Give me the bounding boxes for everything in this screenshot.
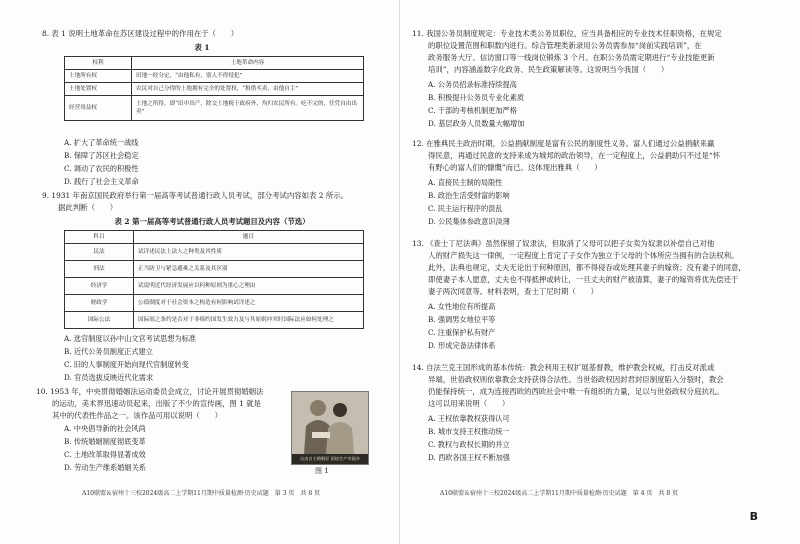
poster-illustration <box>292 392 368 454</box>
q14-option-d[interactable]: D. 西欧各国王权不断加强 <box>428 453 510 462</box>
q13-line3: 此外，法典也规定，丈夫无论出于何种原因，都不得侵吞或处理其妻子的嫁资；没有妻子的同意， <box>428 263 746 272</box>
q12-option-c[interactable]: C. 民主运行程序的混乱 <box>428 204 503 213</box>
q8-r0-c0: 土地所有权 <box>65 70 132 83</box>
q11-line2: 的职位设置范围和职数内进行。综合管理类新录用公务员需参加“岗前实践培训”，在 <box>428 41 702 50</box>
q9-table <box>64 230 364 329</box>
q12-option-a[interactable]: A. 直接民主制的局限性 <box>428 178 503 187</box>
q9-option-d[interactable]: D. 官员选拔反映近代化需求 <box>64 373 154 382</box>
q11-option-a[interactable]: A. 公务员招录标准持续提高 <box>428 80 517 89</box>
q10-option-d[interactable]: D. 劳动生产维系婚姻关系 <box>64 463 146 472</box>
q9-option-c[interactable]: C. 旧的人事制度开始向现代官制度转变 <box>64 360 189 369</box>
q9-r4-c0: 国际公法 <box>65 312 134 329</box>
q8-option-b[interactable]: B. 保障了苏区社会稳定 <box>64 151 139 160</box>
q13-line4: 即使妻子本人愿意，丈夫也不得抵押或转让，一旦丈夫的财产被清算，妻子的嫁资将优先偿还于 <box>428 275 739 284</box>
q14-line2: 异端，世俗政权则依靠教会支持获得合法性。当世俗政权因封君封臣制度陷入分裂时，教会 <box>428 375 724 384</box>
q8-r2-c0: 经营用益权 <box>65 96 132 121</box>
right-footer: A10联盟＆宿州十三校2024级高二上学期11月期中质量检测·历史试题 第 4 页 共 8 页 <box>440 490 679 497</box>
q8-table-title: 表 1 <box>194 43 210 52</box>
q11-option-d[interactable]: D. 基层政务人员数量大幅增加 <box>428 119 525 128</box>
q10-option-b[interactable]: B. 传统婚姻制度彻底变革 <box>64 437 146 446</box>
q14-line1: 14. 自法兰克王国形成的基本传统：教会利用王权扩展基督教，维护教会权威，打击反对派或 <box>412 363 715 372</box>
q13-option-c[interactable]: C. 注重保护私有财产 <box>428 328 496 337</box>
q9-r3-c1: 公债制度对于社会资本之构造有何影响试详述之 <box>134 295 364 312</box>
page-mark: B <box>749 510 758 523</box>
q12-line2: 得民意，再通过民意的支持来成为城邦的政治领导，在一定程度上，公益捐助只不过是“怀 <box>428 151 721 160</box>
q13-line1: 13. 《查士丁尼法典》虽然保留了奴隶法，但取消了父母可以把子女卖为奴隶以补偿自己对他 <box>412 239 715 248</box>
q9-header-1: 题目 <box>134 231 364 244</box>
q8-r1-c0: 土地处置权 <box>65 83 132 96</box>
q13-option-b[interactable]: B. 强调男女地位平等 <box>428 315 496 324</box>
q10-option-a[interactable]: A. 中央倡导新的社会风尚 <box>64 424 146 433</box>
q12-line1: 12. 在雅典民主政治时期，公益捐献制度是富有公民的制度性义务。富人们通过公益捐献来赢 <box>412 139 715 148</box>
q9-r2-c1: 试说明近代经济发展应以何种原则为重心之理由 <box>134 278 364 295</box>
q8-option-a[interactable]: A. 扩大了革命统一战线 <box>64 138 139 147</box>
q8-option-c[interactable]: C. 调动了农民的积极性 <box>64 164 139 173</box>
q12-option-d[interactable]: D. 公民集体参政意识淡薄 <box>428 217 510 226</box>
q9-header-0: 科目 <box>65 231 134 244</box>
q9-r3-c0: 财政学 <box>65 295 134 312</box>
q8-r2-c1: 土地之所得，即“田中出产，除交土地税于政府外，均归农民所有。吃不完的，任凭自由出卖” <box>132 96 364 121</box>
q12-line3: 有野心的富人们的慷慨”而已。这体现出雅典（ ） <box>428 163 602 172</box>
q10-line2: 的运动，美术界迅速动员起来，出版了不少的宣传画，图 1 就是 <box>52 399 261 408</box>
q11-line4: 培训”，内容涵盖数字化政务、民生政策解读等。这说明当今我国（ ） <box>428 65 669 74</box>
q13-line2: 人的财产损失这一律例，一定程度上肯定了子女作为独立于父母的个体所应当拥有的合法权利。 <box>428 251 739 260</box>
q8-header-1: 土地革命内容 <box>132 57 364 70</box>
q9-stem-line2: 据此判断（ ） <box>58 203 118 212</box>
q14-option-c[interactable]: C. 教权与政权长期的并立 <box>428 440 510 449</box>
q9-option-b[interactable]: B. 近代公务员制度正式建立 <box>64 347 153 356</box>
q10-line3: 其中的代表性作品之一。该作品可用以说明（ ） <box>52 411 222 420</box>
q9-option-a[interactable]: A. 选官制度以孙中山文官考试思想为标准 <box>64 334 196 343</box>
figure-1-label: 图 1 <box>315 467 329 475</box>
q14-line3: 仍能保持统一，成为连接西欧的西欧社会中唯一有组织的力量，足以与世俗政权分庭抗礼。 <box>428 387 724 396</box>
q10-option-c[interactable]: C. 土地改革取得显著成效 <box>64 450 146 459</box>
q14-option-b[interactable]: B. 城市支持王权推动统一 <box>428 427 510 436</box>
q9-r1-c1: 正当防卫与紧急避难之关系及其区别 <box>134 261 364 278</box>
propaganda-poster-image <box>291 391 369 465</box>
left-footer: A10联盟＆宿州十三校2024级高二上学期11月期中质量检测·历史试题 第 3 页 共 8 页 <box>82 490 321 497</box>
q13-option-d[interactable]: D. 形成完备法律体系 <box>428 341 496 350</box>
q11-line3: 政务服务大厅、信访窗口等一线岗位锻炼 3 个月。在职公务员需定期进行“专业技能更新 <box>428 53 715 62</box>
q8-table <box>64 56 364 121</box>
q13-option-a[interactable]: A. 女性地位有所提高 <box>428 302 496 311</box>
right-page <box>400 0 800 544</box>
q11-option-b[interactable]: B. 积极提升公务员专业化素质 <box>428 93 525 102</box>
poster-banner: 自由自主婚姻好 团结生产幸福多 <box>292 454 368 464</box>
q8-stem: 8. 表 1 说明土地革命在苏区建设过程中的作用在于（ ） <box>42 29 239 38</box>
q9-r1-c0: 刑法 <box>65 261 134 278</box>
q9-r0-c0: 民法 <box>65 244 134 261</box>
q9-stem-line1: 9. 1931 年南京国民政府举行第一届高等考试普通行政人员考试，部分考试内容如表 2 所示。 <box>42 191 349 200</box>
q8-header-0: 权利 <box>65 57 132 70</box>
q13-line5: 妻子两次同意等。材料表明，查士丁尼时期（ ） <box>428 287 598 296</box>
q12-option-b[interactable]: B. 政治生活受财富的影响 <box>428 191 510 200</box>
q11-line1: 11. 我国公务员制度规定：专业技术类公务员职位，应当具备相应的专业技术任职资格，在规定 <box>412 29 722 38</box>
q9-r4-c1: 国际间之条约是否对于非缔约国发生效力及与其原则冲突时国际法应如何处理之 <box>134 312 364 329</box>
q8-option-d[interactable]: D. 践行了社会主义革命 <box>64 177 139 186</box>
q11-option-c[interactable]: C. 干部的考核机制更加严格 <box>428 106 517 115</box>
q9-table-title: 表 2 第一届高等考试普通行政人员考试题目及内容（节选） <box>114 217 310 226</box>
q9-r2-c0: 经济学 <box>65 278 134 295</box>
q8-r0-c1: 田地一经分定，“由他私有，别人不得侵犯” <box>132 70 364 83</box>
q14-option-a[interactable]: A. 王权依靠教权获得认可 <box>428 414 510 423</box>
q10-line1: 10. 1953 年，中央贯彻婚姻法运动委员会成立，讨论开展贯彻婚姻法 <box>36 387 264 396</box>
q8-r1-c1: 农民对自己分得的土地拥有完全的处置权，“租借买卖，由他自主” <box>132 83 364 96</box>
q14-line4: 这可以用来说明（ ） <box>428 399 510 408</box>
q9-r0-c1: 试详述民法上法人之种类及其性质 <box>134 244 364 261</box>
